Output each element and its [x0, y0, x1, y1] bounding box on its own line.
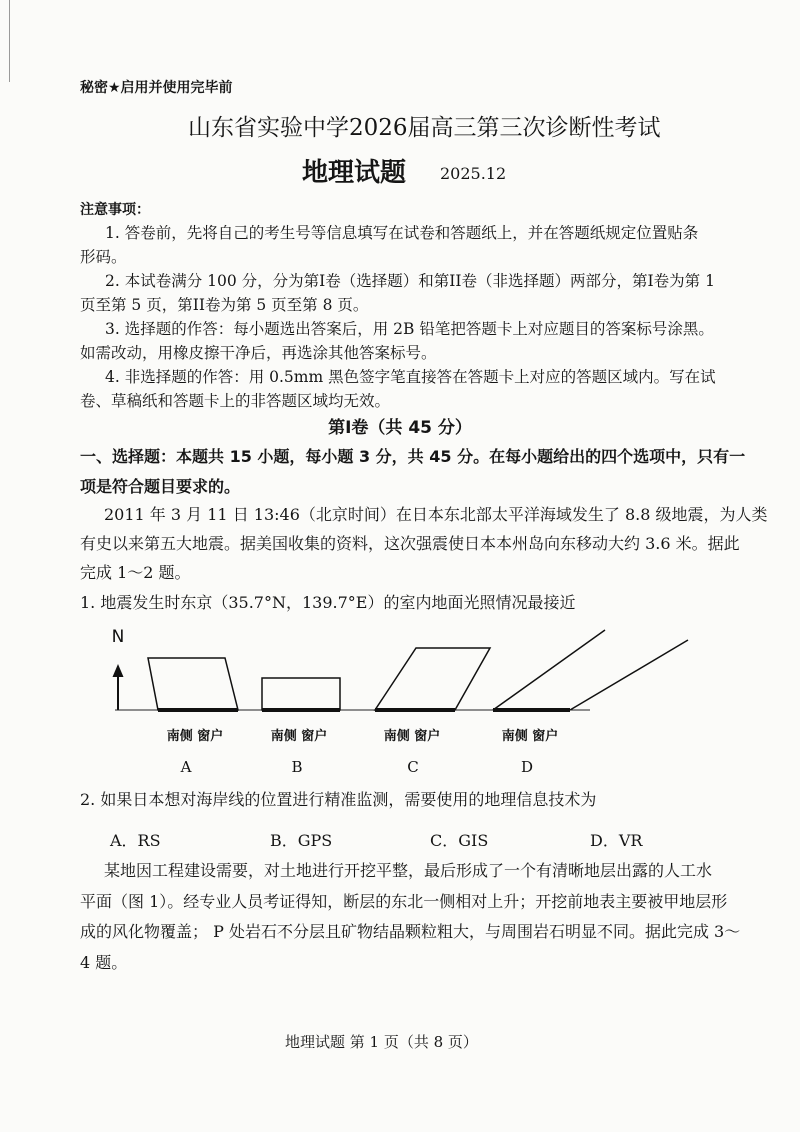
section-instructions: [80, 442, 746, 502]
option-c-caption: 南侧 窗户: [383, 729, 441, 744]
option-b-caption: 南侧 窗户: [270, 729, 328, 744]
option-a-diagram: [148, 658, 238, 776]
subject-title: 地理试题: [302, 158, 407, 188]
notice-item-4-line-1: 4. 非选择题的作答：用 0.5mm 黑色签字笔直接答在答题卡上对应的答题区域内。写在试: [105, 368, 716, 386]
section-instructions-line-2: 项是符合题目要求的。: [80, 477, 241, 496]
question-2-option-c: C．GIS: [430, 831, 489, 850]
option-c-letter: C: [407, 758, 419, 776]
notice-item-1-line-1: 1. 答卷前，先将自己的考生号等信息填写在试卷和答题纸上，并在答题纸规定位置贴条: [105, 224, 699, 242]
passage-2-line-3: 成的风化物覆盖； P 处岩石不分层且矿物结晶颗粒粗大，与周围岩石明显不同。据此完成 3～: [80, 922, 741, 942]
notice-item-2-line-2: 页至第 5 页，第II卷为第 5 页至第 8 页。: [80, 296, 369, 314]
option-b-diagram: [262, 678, 340, 776]
option-c-light-patch: [375, 648, 490, 710]
passage-1-line-2: 有史以来第五大地震。据美国收集的资料，这次强震使日本本州岛向东移动大约 3.6 米。据此: [80, 534, 740, 553]
question-2-option-b: B．GPS: [270, 831, 333, 850]
notice-list: [80, 221, 740, 413]
option-b-letter: B: [291, 758, 303, 776]
question-1-figure: [100, 620, 700, 780]
question-2-option-a: A．RS: [110, 831, 161, 850]
passage-1-line-3: 完成 1～2 题。: [80, 563, 191, 582]
exam-date: 2025.12: [440, 164, 507, 183]
question-1-stem: 1. 地震发生时东京（35.7°N，139.7°E）的室内地面光照情况最接近: [80, 593, 576, 612]
option-a-light-patch: [148, 658, 238, 710]
option-b-light-patch: [262, 678, 340, 710]
page-footer: 地理试题 第 1 页（共 8 页）: [285, 1033, 478, 1051]
passage-1-line-1: 2011 年 3 月 11 日 13:46（北京时间）在日本东北部太平洋海域发生了 8.8 级地震，为人类: [104, 505, 768, 524]
passage-1: [80, 500, 768, 587]
notice-item-1-line-2: 形码。: [80, 248, 127, 266]
option-d-letter: D: [520, 758, 534, 776]
option-d-diagram: [493, 630, 688, 776]
north-arrow-head-icon: [113, 664, 124, 677]
notice-item-3-line-2: 如需改动，用橡皮擦干净后，再选涂其他答案标号。: [80, 344, 437, 362]
notice-item-3-line-1: 3. 选择题的作答：每小题选出答案后，用 2B 铅笔把答题卡上对应题目的答案标号涂黑。: [105, 320, 714, 338]
option-d-light-edge-right: [570, 640, 688, 710]
passage-2-line-4: 4 题。: [80, 953, 128, 973]
option-d-light-edge-left: [493, 630, 605, 710]
exam-title: 山东省实验中学2026届高三第三次诊断性考试: [188, 115, 661, 141]
part-one-heading: 第I卷（共 45 分）: [328, 418, 472, 438]
confidential-label: 秘密★启用并使用完毕前: [80, 80, 233, 96]
scan-edge-line: [9, 0, 10, 82]
notice-item-2-line-1: 2. 本试卷满分 100 分，分为第I卷（选择题）和第II卷（非选择题）两部分，第I卷为第 1: [105, 272, 715, 290]
notice-item-4-line-2: 卷、草稿纸和答题卡上的非答题区域均无效。: [80, 392, 391, 410]
question-2-option-d: D．VR: [590, 831, 643, 850]
option-c-diagram: [375, 648, 490, 776]
passage-2: [80, 856, 740, 979]
option-a-letter: A: [180, 758, 192, 776]
question-2-stem: 2. 如果日本想对海岸线的位置进行精准监测，需要使用的地理信息技术为: [80, 790, 597, 809]
north-label: N: [111, 627, 125, 647]
option-a-caption: 南侧 窗户: [166, 729, 224, 744]
option-d-caption: 南侧 窗户: [501, 729, 559, 744]
passage-2-line-2: 平面（图 1）。经专业人员考证得知，断层的东北一侧相对上升；开挖前地表主要被甲地层形: [80, 891, 728, 911]
passage-2-line-1: 某地因工程建设需要，对土地进行开挖平整，最后形成了一个有清晰地层出露的人工水: [104, 861, 713, 880]
notice-heading: 注意事项：: [80, 202, 150, 218]
section-instructions-line-1: 一、选择题：本题共 15 小题，每小题 3 分，共 45 分。在每小题给出的四个选项中，只有一: [80, 447, 746, 466]
